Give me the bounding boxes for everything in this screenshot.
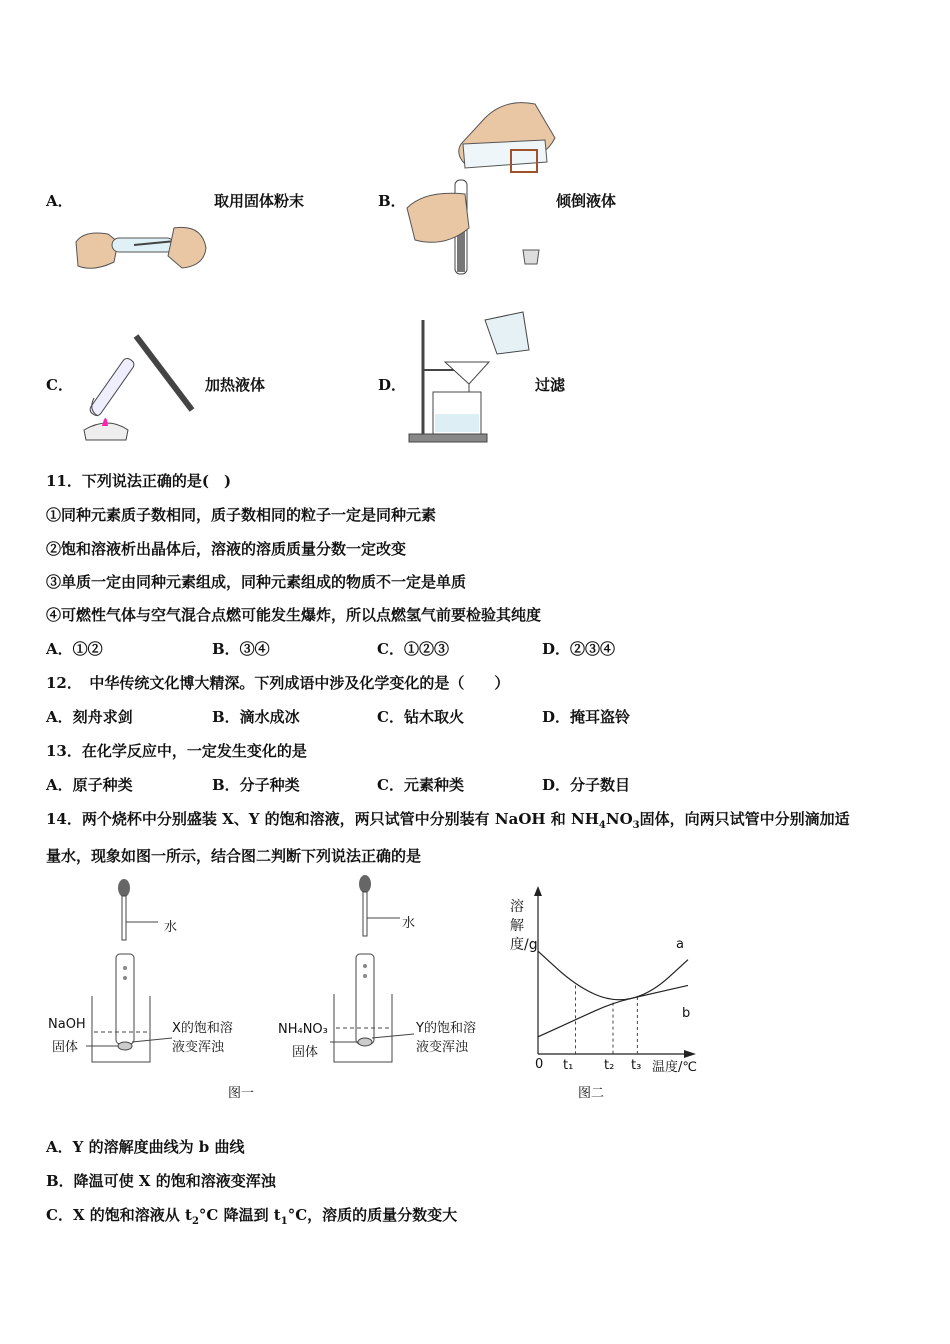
q11-statement-4: ④可燃性气体与空气混合点燃可能发生爆炸，所以点燃氢气前要检验其纯度 [46, 606, 542, 624]
q14-option-c-sub2: 1 [280, 1216, 288, 1227]
q14-stem-part1: 14．两个烧杯中分别盛装 X、Y 的饱和溶液，两只试管中分别装有 NaOH 和 NH [46, 810, 599, 828]
option-a-letter[interactable]: A． [46, 192, 73, 210]
q12-option-c[interactable]: C．钻木取火 [377, 708, 464, 726]
q14-option-a[interactable]: A．Y 的溶解度曲线为 b 曲线 [46, 1138, 245, 1156]
heat-liquid-illustration [78, 330, 198, 445]
q14-option-c[interactable] [46, 1204, 457, 1227]
chart-tick-t1: t₁ [563, 1058, 574, 1073]
q14-stem-part2: NO [605, 810, 633, 828]
series-a-curve [538, 951, 688, 1000]
q13-option-d[interactable]: D．分子数目 [542, 776, 631, 794]
q11-option-b[interactable]: B．③④ [212, 640, 270, 658]
option-d-letter[interactable]: D． [378, 376, 407, 394]
fig1-naoh-label: NaOH [48, 1017, 86, 1032]
q11-stem: 11．下列说法正确的是( ) [46, 472, 232, 490]
q14-stem-line1 [46, 808, 850, 831]
powder-tube-illustration [74, 222, 210, 274]
series-a-label: a [676, 937, 684, 952]
fig1-x-turbid-label: 液变浑浊 [172, 1040, 225, 1055]
q14-option-c-sub1: 2 [191, 1216, 199, 1227]
chart-tick-t2: t₂ [604, 1058, 615, 1073]
option-d-label: 过滤 [535, 376, 566, 394]
solubility-chart [500, 880, 710, 1080]
fig1-solid-label-left: 固体 [52, 1040, 79, 1055]
q14-stem-line2: 量水，现象如图一所示，结合图二判断下列说法正确的是 [46, 847, 422, 865]
option-c-label: 加热液体 [205, 376, 266, 394]
chart-tick-t3: t₃ [631, 1058, 642, 1073]
chart-ylabel: 溶解度/g [510, 899, 538, 953]
q14-stem-sub2: 3 [632, 820, 640, 831]
q11-statement-3: ③单质一定由同种元素组成，同种元素组成的物质不一定是单质 [46, 573, 467, 591]
q11-option-a[interactable]: A．①② [46, 640, 103, 658]
q14-option-c-part2: °C 降温到 t [198, 1206, 281, 1224]
q11-option-d[interactable]: D．②③④ [542, 640, 616, 658]
option-c-letter[interactable]: C． [46, 376, 73, 394]
fig1-y-turbid-label: 液变浑浊 [416, 1040, 469, 1055]
q13-option-c[interactable]: C．元素种类 [377, 776, 464, 794]
series-b-label: b [682, 1006, 691, 1021]
q13-option-a[interactable]: A．原子种类 [46, 776, 133, 794]
q11-statement-1: ①同种元素质子数相同，质子数相同的粒子一定是同种元素 [46, 506, 437, 524]
fig1-x-saturated-label: X的饱和溶 [172, 1021, 233, 1036]
q14-option-c-part3: °C，溶质的质量分数变大 [287, 1206, 458, 1224]
chart-xlabel: 温度/℃ [652, 1060, 697, 1075]
fig1-caption: 图一 [228, 1086, 255, 1101]
q12-option-d[interactable]: D．掩耳盗铃 [542, 708, 631, 726]
q12-stem: 12． 中华传统文化博大精深。下列成语中涉及化学变化的是（ ） [46, 674, 510, 692]
filtration-illustration [405, 310, 537, 446]
fig1-nh4no3-label: NH₄NO₃ [278, 1022, 328, 1037]
q14-stem-part3: 固体，向两只试管中分别滴加适 [639, 810, 850, 828]
option-b-letter[interactable]: B． [378, 192, 406, 210]
q11-option-c[interactable]: C．①②③ [377, 640, 449, 658]
fig1-solid-label-right: 固体 [292, 1045, 319, 1060]
y-axis-arrow [534, 886, 542, 896]
q13-stem: 13．在化学反应中，一定发生变化的是 [46, 742, 307, 760]
option-a-label: 取用固体粉末 [214, 192, 305, 210]
q13-option-b[interactable]: B．分子种类 [212, 776, 300, 794]
chart-title: 图二 [578, 1086, 605, 1101]
q11-statement-2: ②饱和溶液析出晶体后，溶液的溶质质量分数一定改变 [46, 540, 407, 558]
fig1-water-label-left: 水 [164, 920, 178, 935]
q14-option-b[interactable]: B．降温可使 X 的饱和溶液变浑浊 [46, 1172, 276, 1190]
q12-option-b[interactable]: B．滴水成冰 [212, 708, 300, 726]
fig1-y-saturated-label: Y的饱和溶 [416, 1021, 476, 1036]
q14-stem-sub1: 4 [598, 820, 606, 831]
fig1-water-label-right: 水 [402, 916, 416, 931]
chart-origin-label: 0 [535, 1057, 544, 1072]
q12-option-a[interactable]: A．刻舟求剑 [46, 708, 133, 726]
option-b-label: 倾倒液体 [556, 192, 617, 210]
q14-option-c-part1: C．X 的饱和溶液从 t [46, 1206, 192, 1224]
pour-liquid-illustration [405, 98, 565, 278]
